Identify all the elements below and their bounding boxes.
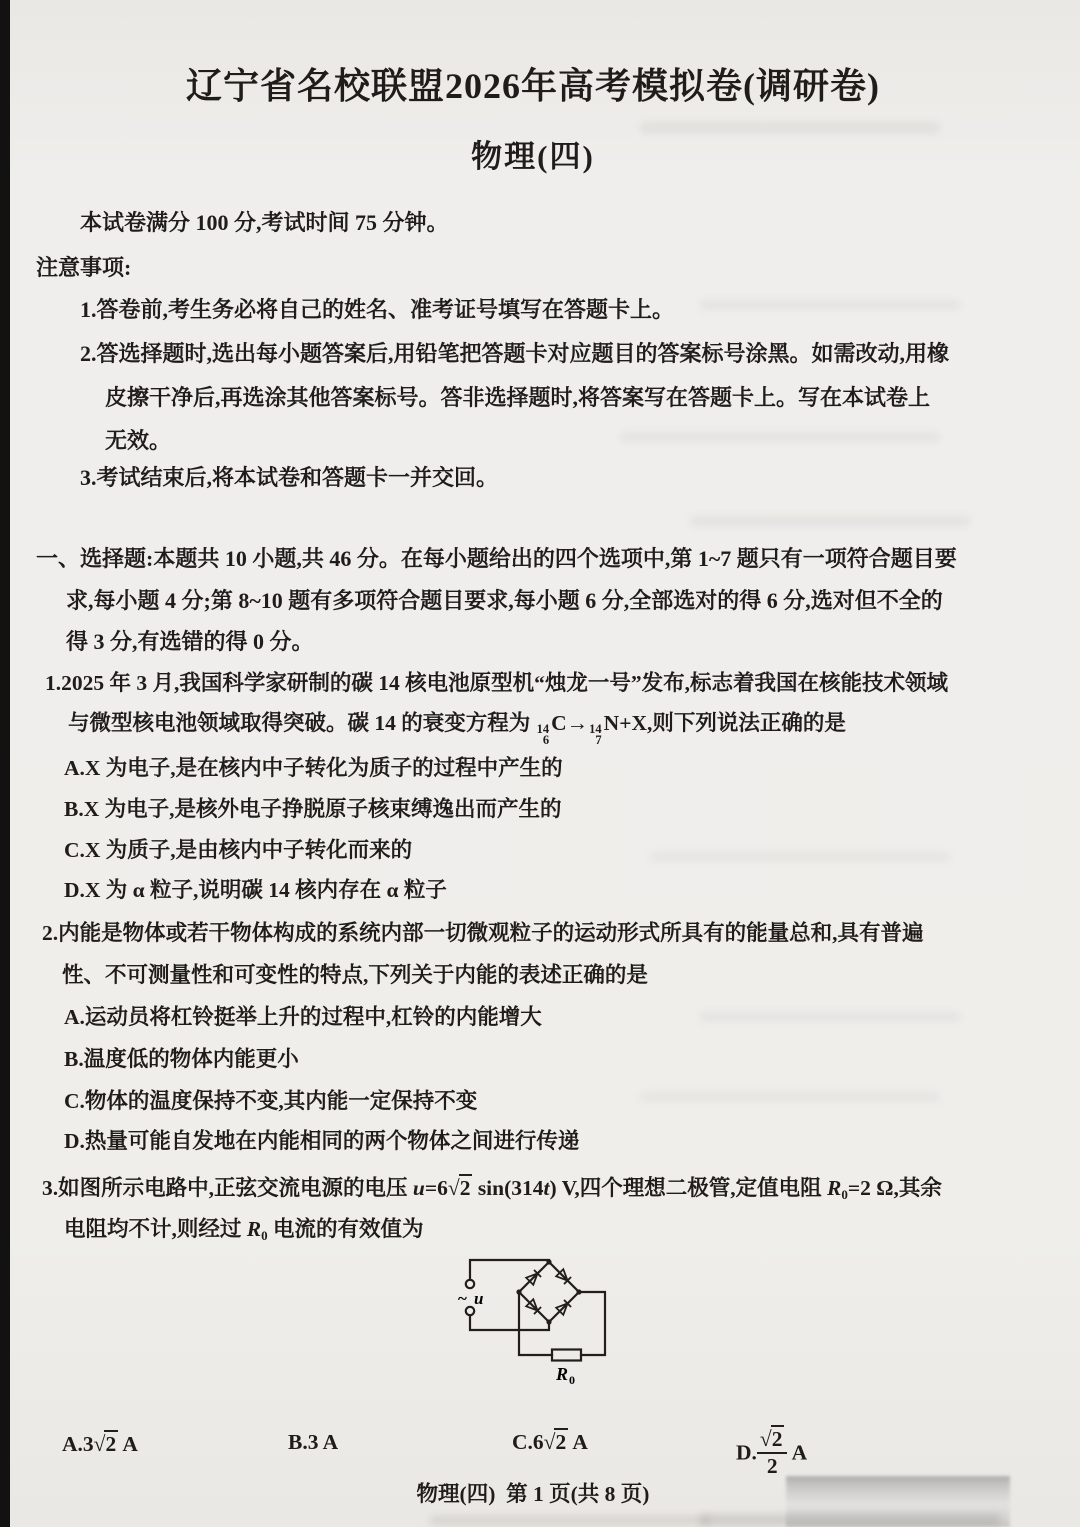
- question1-line2-suffix: +X,则下列说法正确的是: [619, 711, 846, 735]
- scan-ghost-artifact: [620, 432, 940, 442]
- time-symbol: t: [543, 1176, 550, 1200]
- question1-option-b: B.X 为电子,是核外电子挣脱原子核束缚逸出而产生的: [64, 797, 562, 821]
- radical-sign: √: [447, 1176, 460, 1200]
- notes-item-1: 1.答卷前,考生务必将自己的姓名、准考证号填写在答题卡上。: [80, 297, 675, 322]
- question1-line2-text: 与微型核电池领域取得突破。碳 14 的衰变方程为: [68, 711, 536, 735]
- section1-line-3: 得 3 分,有选错的得 0 分。: [66, 629, 314, 654]
- scan-ghost-artifact: [640, 122, 940, 134]
- question3-option-c: C.6√2 A: [512, 1430, 588, 1454]
- ac-terminal-bottom: [466, 1307, 474, 1315]
- radical-sign: √: [759, 1427, 772, 1451]
- voltage-symbol: u: [412, 1176, 425, 1200]
- scan-ghost-artifact: [700, 300, 960, 310]
- junction-dot: [546, 1259, 551, 1264]
- ac-source-tilde: ~: [458, 1289, 467, 1308]
- question3-option-b: B.3 A: [288, 1430, 339, 1454]
- radical-sign: √: [543, 1430, 556, 1454]
- resistor-label: R: [556, 1364, 569, 1384]
- question2-line-1: 2.内能是物体或若干物体构成的系统内部一切微观粒子的运动形式所具有的能量总和,具有普遍: [42, 921, 924, 945]
- nuclide-carbon14-symbol: C: [551, 711, 567, 735]
- junction-dot: [516, 1289, 521, 1294]
- question1-line-2: [68, 711, 846, 745]
- notes-item-2-line-1: 2.答选择题时,选出每小题答案后,用铅笔把答题卡对应题目的答案标号涂黑。如需改动,用橡: [80, 341, 950, 366]
- footer-page-number: 第 1 页(共 8 页): [506, 1482, 650, 1506]
- scan-smudge-artifact: [430, 1516, 710, 1525]
- resistor-symbol: R: [246, 1217, 262, 1241]
- decay-arrow: →: [566, 711, 589, 735]
- resistor-symbol: R: [827, 1176, 842, 1200]
- scan-smudge-artifact: [700, 1514, 1000, 1526]
- question1-option-c: C.X 为质子,是由核内中子转化而来的: [64, 838, 413, 862]
- question1-line-1: 1.2025 年 3 月,我国科学家研制的碳 14 核电池原型机“烛龙一号”发布,标志着我国在核能技术领域: [45, 671, 949, 695]
- question2-option-a: A.运动员将杠铃挺举上升的过程中,杠铃的内能增大: [64, 1005, 542, 1029]
- scan-ghost-artifact: [690, 516, 970, 526]
- nuclide-nitrogen14-symbol: N: [603, 711, 620, 735]
- question3-line-1: 3.如图所示电路中,正弦交流电源的电压 u=6√2 sin(314t) V,四个理想二极管,定值电阻 R0=2 Ω,其余: [42, 1176, 942, 1202]
- question2-option-d: D.热量可能自发地在内能相同的两个物体之间进行传递: [64, 1129, 580, 1153]
- exam-info-line: 本试卷满分 100 分,考试时间 75 分钟。: [80, 210, 449, 235]
- exam-title: 辽宁省名校联盟2026年高考模拟卷(调研卷): [186, 66, 880, 106]
- nuclide-carbon14-scripts: 14 6: [536, 722, 550, 747]
- scan-film-edge: [0, 0, 10, 1527]
- ac-terminal-top: [466, 1280, 474, 1288]
- exam-subtitle: 物理(四): [471, 139, 595, 174]
- resistor-box: [552, 1350, 581, 1361]
- junction-dot: [576, 1289, 581, 1294]
- fraction: $\frac{√2}{2}$: [757, 1428, 788, 1478]
- notes-item-2-line-3: 无效。: [105, 428, 172, 453]
- radical-sign: √: [93, 1432, 106, 1456]
- question3-option-d: D. $\frac{√2}{2}$ A: [736, 1427, 808, 1478]
- page-footer: [0, 1482, 1066, 1507]
- footer-paper-label: 物理(四): [416, 1482, 496, 1506]
- wire-right-load: [579, 1292, 605, 1355]
- nuclide-nitrogen14-scripts: 14 7: [589, 722, 602, 747]
- question2-option-b: B.温度低的物体内能更小: [64, 1047, 299, 1071]
- section1-line-2: 求,每小题 4 分;第 8~10 题有多项符合题目要求,每小题 6 分,全部选对的得 6 分,选对但不全的: [66, 588, 943, 613]
- notes-heading: 注意事项:: [36, 255, 132, 280]
- bridge-diamond: [519, 1262, 579, 1322]
- notes-item-2-line-2: 皮擦干净后,再选涂其他答案标号。答非选择题时,将答案写在答题卡上。写在本试卷上: [105, 385, 931, 410]
- wire-bottom: [470, 1315, 549, 1330]
- scan-ghost-artifact: [650, 852, 950, 862]
- section1-line-1: 一、选择题:本题共 10 小题,共 46 分。在每小题给出的四个选项中,第 1~7 题只有一项符合题目要: [36, 546, 957, 571]
- resistor-label-sub: 0: [569, 1373, 575, 1387]
- ac-source-label: u: [474, 1289, 484, 1308]
- junction-dot: [546, 1319, 551, 1324]
- question2-option-c: C.物体的温度保持不变,其内能一定保持不变: [64, 1089, 478, 1113]
- sqrt-expression: √2: [447, 1176, 471, 1200]
- question2-line-2: 性、不可测量性和可变性的特点,下列关于内能的表述正确的是: [62, 963, 648, 987]
- scan-ghost-artifact: [640, 1092, 940, 1102]
- question3-line-2: 电阻均不计,则经过 R0 电流的有效值为: [64, 1217, 424, 1243]
- scan-ghost-artifact: [700, 1012, 960, 1022]
- bridge-rectifier-circuit-figure: [452, 1248, 662, 1410]
- notes-item-3: 3.考试结束后,将本试卷和答题卡一并交回。: [80, 465, 499, 490]
- question1-option-a: A.X 为电子,是在核内中子转化为质子的过程中产生的: [64, 756, 563, 780]
- question1-option-d: D.X 为 α 粒子,说明碳 14 核内存在 α 粒子: [64, 878, 447, 902]
- question3-option-a: A.3√2 A: [62, 1432, 138, 1456]
